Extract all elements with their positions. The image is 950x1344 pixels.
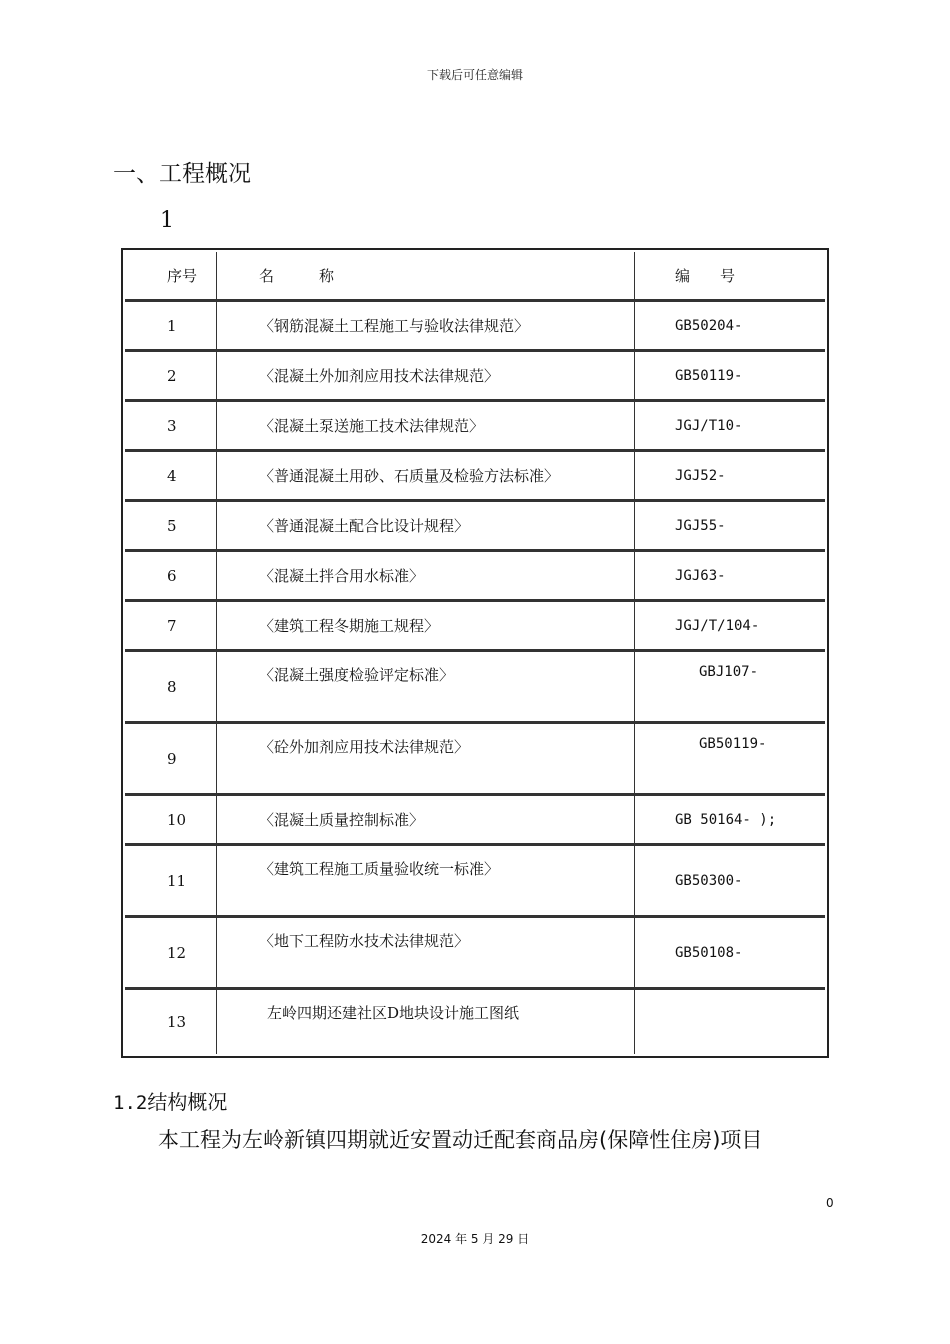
row-seq: 9 <box>125 724 217 796</box>
row-code: JGJ/T10- <box>635 402 825 452</box>
row-seq: 1 <box>125 302 217 352</box>
row-code: JGJ55- <box>635 502 825 552</box>
row-name: 〈普通混凝土配合比设计规程〉 <box>217 502 635 552</box>
row-name: 左岭四期还建社区D地块设计施工图纸 <box>217 990 635 1054</box>
structure-body-text: 本工程为左岭新镇四期就近安置动迁配套商品房(保障性住房)项目 <box>158 1128 763 1152</box>
row-name: 〈地下工程防水技术法律规范〉 <box>217 918 635 990</box>
row-name: 〈混凝土质量控制标准〉 <box>217 796 635 846</box>
header-name: 名 称 <box>217 252 635 302</box>
row-seq: 11 <box>125 846 217 918</box>
row-code: GB 50164- ); <box>635 796 825 846</box>
row-code: GBJ107- <box>635 652 825 724</box>
row-seq: 12 <box>125 918 217 990</box>
table-row <box>125 502 825 552</box>
row-seq: 3 <box>125 402 217 452</box>
row-code: GB50108- <box>635 918 825 990</box>
row-code: JGJ52- <box>635 452 825 502</box>
structure-section-title <box>113 1086 227 1115</box>
row-code: GB50119- <box>635 352 825 402</box>
row-seq: 4 <box>125 452 217 502</box>
table-row <box>125 990 825 1054</box>
table-row <box>125 652 825 724</box>
standards-table <box>125 252 825 1054</box>
row-name: 〈砼外加剂应用技术法律规范〉 <box>217 724 635 796</box>
structure-section-text: 结构概况 <box>147 1090 228 1114</box>
row-code <box>635 990 825 1054</box>
header-note: 下载后可任意编辑 <box>426 68 523 82</box>
row-code: GB50204- <box>635 302 825 352</box>
table-header-row <box>125 252 825 302</box>
row-name: 〈普通混凝土用砂、石质量及检验方法标准〉 <box>217 452 635 502</box>
page-number: 0 <box>826 1196 834 1210</box>
row-seq: 5 <box>125 502 217 552</box>
table-row <box>125 918 825 990</box>
row-seq: 10 <box>125 796 217 846</box>
table-row <box>125 402 825 452</box>
row-name: 〈建筑工程施工质量验收统一标准〉 <box>217 846 635 918</box>
table-row <box>125 352 825 402</box>
table-row <box>125 846 825 918</box>
table-row <box>125 796 825 846</box>
row-name: 〈混凝土泵送施工技术法律规范〉 <box>217 402 635 452</box>
row-name: 〈混凝土外加剂应用技术法律规范〉 <box>217 352 635 402</box>
section-title: 一、工程概况 <box>113 161 251 187</box>
row-seq: 13 <box>125 990 217 1054</box>
row-seq: 6 <box>125 552 217 602</box>
row-seq: 2 <box>125 352 217 402</box>
table-row <box>125 452 825 502</box>
row-name: 〈钢筋混凝土工程施工与验收法律规范〉 <box>217 302 635 352</box>
row-name: 〈混凝土拌合用水标准〉 <box>217 552 635 602</box>
header-seq: 序号 <box>125 252 217 302</box>
footer-date: 2024 年 5 月 29 日 <box>420 1232 530 1246</box>
row-seq: 8 <box>125 652 217 724</box>
row-code: GB50119- <box>635 724 825 796</box>
table-row <box>125 552 825 602</box>
table-row <box>125 302 825 352</box>
row-code: GB50300- <box>635 846 825 918</box>
row-name: 〈建筑工程冬期施工规程〉 <box>217 602 635 652</box>
table-row <box>125 724 825 796</box>
standards-table-frame <box>121 248 829 1058</box>
row-code: JGJ63- <box>635 552 825 602</box>
row-code: JGJ/T/104- <box>635 602 825 652</box>
structure-section-number: 1.2 <box>113 1092 148 1114</box>
header-code: 编 号 <box>635 252 825 302</box>
table-row <box>125 602 825 652</box>
row-name: 〈混凝土强度检验评定标准〉 <box>217 652 635 724</box>
row-seq: 7 <box>125 602 217 652</box>
subsection-number: 1 <box>160 208 174 233</box>
